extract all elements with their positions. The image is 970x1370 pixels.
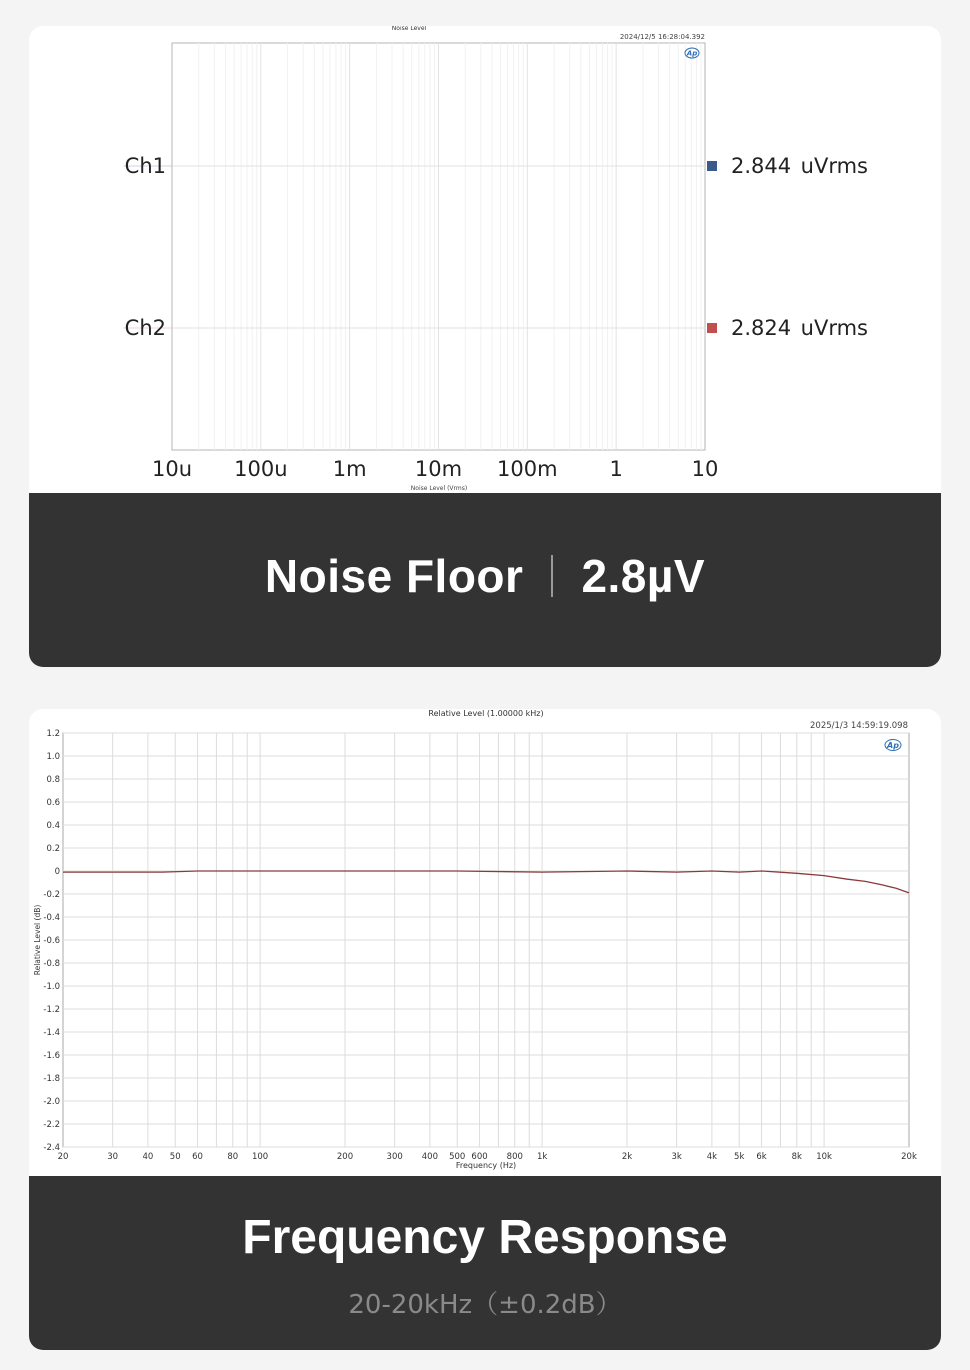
freq-x-tick-label: 800 bbox=[506, 1152, 523, 1162]
freq-x-tick-label: 10k bbox=[816, 1152, 832, 1162]
freq-y-tick-label: 0.2 bbox=[46, 844, 60, 854]
freq-y-tick-label: 1.2 bbox=[46, 729, 60, 739]
freq-x-axis-label: Frequency (Hz) bbox=[455, 1161, 517, 1170]
caption-divider bbox=[551, 555, 553, 597]
noise-level-chart bbox=[29, 26, 941, 493]
freq-y-tick-label: 0.8 bbox=[46, 775, 60, 785]
freq-ap-logo-text: Ap bbox=[887, 740, 899, 750]
freq-y-tick-label: -0.6 bbox=[43, 936, 60, 946]
noise-floor-caption bbox=[29, 493, 941, 667]
freq-x-tick-label: 3k bbox=[671, 1152, 682, 1162]
freq-x-tick-label: 50 bbox=[169, 1152, 181, 1162]
freq-y-tick-label: 0.6 bbox=[46, 798, 60, 808]
noise-floor-value: 2.8µV bbox=[581, 550, 706, 602]
noise-floor-card bbox=[29, 26, 941, 667]
freq-x-tick-label: 600 bbox=[471, 1152, 488, 1162]
freq-chart-title: Relative Level (1.00000 kHz) bbox=[428, 709, 544, 718]
frequency-response-title: Frequency Response bbox=[242, 1211, 728, 1264]
freq-y-tick-label: -0.8 bbox=[43, 959, 60, 969]
freq-x-tick-label: 5k bbox=[734, 1152, 745, 1162]
noise-x-axis-label: Noise Level (Vrms) bbox=[410, 485, 468, 492]
noise-unit-label: uVrms bbox=[800, 316, 868, 340]
freq-y-tick-label: -1.6 bbox=[43, 1051, 60, 1061]
freq-x-tick-label: 6k bbox=[756, 1152, 767, 1162]
freq-x-tick-label: 300 bbox=[386, 1152, 403, 1162]
freq-y-tick-label: -1.4 bbox=[43, 1028, 60, 1038]
freq-x-tick-label: 100 bbox=[251, 1152, 269, 1162]
noise-caption-row bbox=[29, 546, 941, 606]
freq-y-tick-label: -1.0 bbox=[43, 982, 60, 992]
freq-x-tick-label: 8k bbox=[791, 1152, 802, 1162]
noise-unit-label: uVrms bbox=[800, 154, 868, 178]
noise-x-tick-label: 100u bbox=[234, 457, 288, 481]
freq-y-ticks bbox=[43, 729, 60, 1153]
frequency-response-chart-svg bbox=[29, 709, 941, 1176]
freq-x-tick-label: 2k bbox=[621, 1152, 633, 1162]
noise-value-label: 2.824 bbox=[731, 316, 792, 340]
freq-x-tick-label: 20k bbox=[901, 1152, 917, 1162]
freq-chart-timestamp: 2025/1/3 14:59:19.098 bbox=[810, 721, 908, 731]
noise-value-label: 2.844 bbox=[731, 154, 792, 178]
noise-x-tick-label: 10 bbox=[691, 457, 719, 481]
ap-logo-icon bbox=[885, 740, 901, 751]
freq-x-tick-label: 1k bbox=[536, 1152, 548, 1162]
noise-y-labels bbox=[125, 154, 166, 340]
noise-legend-swatch bbox=[707, 323, 717, 333]
frequency-response-chart bbox=[29, 709, 941, 1176]
freq-y-tick-label: -1.2 bbox=[43, 1005, 60, 1015]
noise-x-tick-label: 100m bbox=[497, 457, 558, 481]
noise-floor-label: Noise Floor bbox=[264, 550, 524, 602]
freq-x-tick-label: 20 bbox=[57, 1152, 69, 1162]
freq-x-tick-label: 4k bbox=[706, 1152, 718, 1162]
freq-y-tick-label: 0 bbox=[54, 867, 60, 877]
noise-x-tick-label: 10u bbox=[151, 457, 193, 481]
freq-x-tick-label: 400 bbox=[421, 1152, 439, 1162]
noise-level-chart-svg bbox=[29, 26, 941, 493]
freq-y-tick-label: -1.8 bbox=[43, 1074, 60, 1084]
noise-category-label: Ch1 bbox=[124, 154, 166, 178]
noise-x-tick-label: 1 bbox=[609, 457, 623, 481]
noise-ap-logo-text: Ap bbox=[686, 49, 698, 58]
freq-y-tick-label: 0.4 bbox=[46, 821, 60, 831]
noise-x-tick-label: 1m bbox=[332, 457, 367, 481]
freq-y-axis-label: Relative Level (dB) bbox=[33, 904, 42, 976]
freq-x-tick-label: 80 bbox=[227, 1152, 239, 1162]
freq-x-tick-label: 60 bbox=[192, 1152, 203, 1162]
freq-y-tick-label: 1.0 bbox=[46, 752, 60, 762]
freq-y-tick-label: -2.2 bbox=[43, 1120, 60, 1130]
freq-x-tick-label: 200 bbox=[336, 1152, 354, 1162]
freq-x-tick-label: 500 bbox=[449, 1152, 466, 1162]
freq-x-tick-label: 30 bbox=[107, 1152, 119, 1162]
freq-y-tick-label: -0.4 bbox=[43, 913, 60, 923]
ap-logo-icon bbox=[685, 48, 699, 58]
noise-chart-title: Noise Level bbox=[391, 26, 427, 32]
freq-y-tick-label: -2.4 bbox=[43, 1143, 60, 1153]
noise-chart-timestamp: 2024/12/5 16:28:04.392 bbox=[619, 33, 705, 41]
noise-x-ticks bbox=[152, 457, 718, 481]
noise-x-tick-label: 10m bbox=[414, 457, 463, 481]
frequency-response-subtitle: 20-20kHz（±0.2dB） bbox=[348, 1290, 622, 1320]
noise-legend bbox=[707, 154, 868, 340]
noise-category-label: Ch2 bbox=[124, 316, 166, 340]
frequency-response-card bbox=[29, 709, 941, 1350]
frequency-response-caption bbox=[29, 1176, 941, 1350]
freq-y-tick-label: -2.0 bbox=[43, 1097, 60, 1107]
noise-legend-swatch bbox=[707, 161, 717, 171]
freq-y-tick-label: -0.2 bbox=[43, 890, 60, 900]
freq-x-tick-label: 40 bbox=[142, 1152, 154, 1162]
